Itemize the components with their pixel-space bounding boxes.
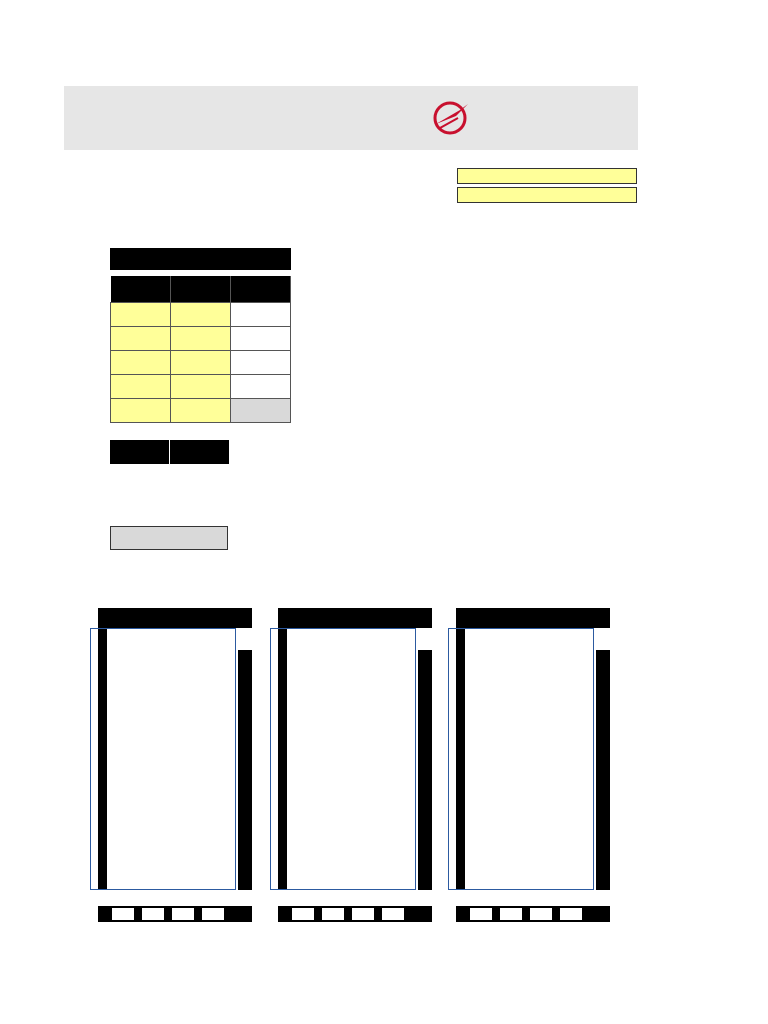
score-cell (351, 907, 375, 921)
most-cell[interactable] (111, 302, 171, 326)
least-cell[interactable] (171, 350, 231, 374)
total-least (170, 440, 229, 464)
diff-cell (231, 350, 291, 374)
least-cell[interactable] (171, 398, 231, 422)
col-header-graph1 (111, 276, 171, 302)
most-cell[interactable] (111, 350, 171, 374)
profile-line (278, 628, 418, 890)
score-cell (291, 907, 315, 921)
most-cell[interactable] (111, 374, 171, 398)
most-cell[interactable] (111, 398, 171, 422)
segment-bar (418, 650, 432, 890)
graph-title (278, 608, 432, 628)
graph-body (278, 628, 432, 890)
total-most (110, 440, 169, 464)
profile-line (98, 628, 238, 890)
most-cell[interactable] (111, 326, 171, 350)
tally-row (111, 398, 291, 422)
graph-1 (98, 608, 252, 890)
segment-bar (238, 650, 252, 890)
score-cell (111, 907, 135, 921)
graph-2-score-bar (278, 906, 432, 922)
tally-row (111, 302, 291, 326)
score-cell (559, 907, 583, 921)
name-field[interactable] (457, 168, 637, 184)
least-cell[interactable] (171, 374, 231, 398)
score-cell (201, 907, 225, 921)
score-cell (141, 907, 165, 921)
col-header-graph2 (171, 276, 231, 302)
score-cell (381, 907, 405, 921)
graph-body (98, 628, 252, 890)
graph-title (456, 608, 610, 628)
graph-body (456, 628, 610, 890)
graph-3 (456, 608, 610, 890)
diff-cell (231, 374, 291, 398)
score-cell (469, 907, 493, 921)
least-cell[interactable] (171, 302, 231, 326)
score-cell (171, 907, 195, 921)
tally-row (111, 374, 291, 398)
graph-title (98, 608, 252, 628)
score-cell (529, 907, 553, 921)
score-cell (321, 907, 345, 921)
tally-table (110, 276, 291, 423)
least-cell[interactable] (171, 326, 231, 350)
banner (64, 86, 638, 150)
diff-cell (231, 398, 291, 422)
parastar-logo-icon (430, 98, 474, 138)
profile-line (456, 628, 596, 890)
score-cell (499, 907, 523, 921)
date-field[interactable] (457, 187, 637, 203)
pattern-value (110, 526, 228, 550)
tally-row (111, 350, 291, 374)
tally-box-title (110, 248, 291, 270)
diff-cell (231, 302, 291, 326)
graph-2 (278, 608, 432, 890)
tally-row (111, 326, 291, 350)
graph-3-score-bar (456, 906, 610, 922)
segment-bar (596, 650, 610, 890)
graph-1-score-bar (98, 906, 252, 922)
diff-cell (231, 326, 291, 350)
col-header-graph3 (231, 276, 291, 302)
